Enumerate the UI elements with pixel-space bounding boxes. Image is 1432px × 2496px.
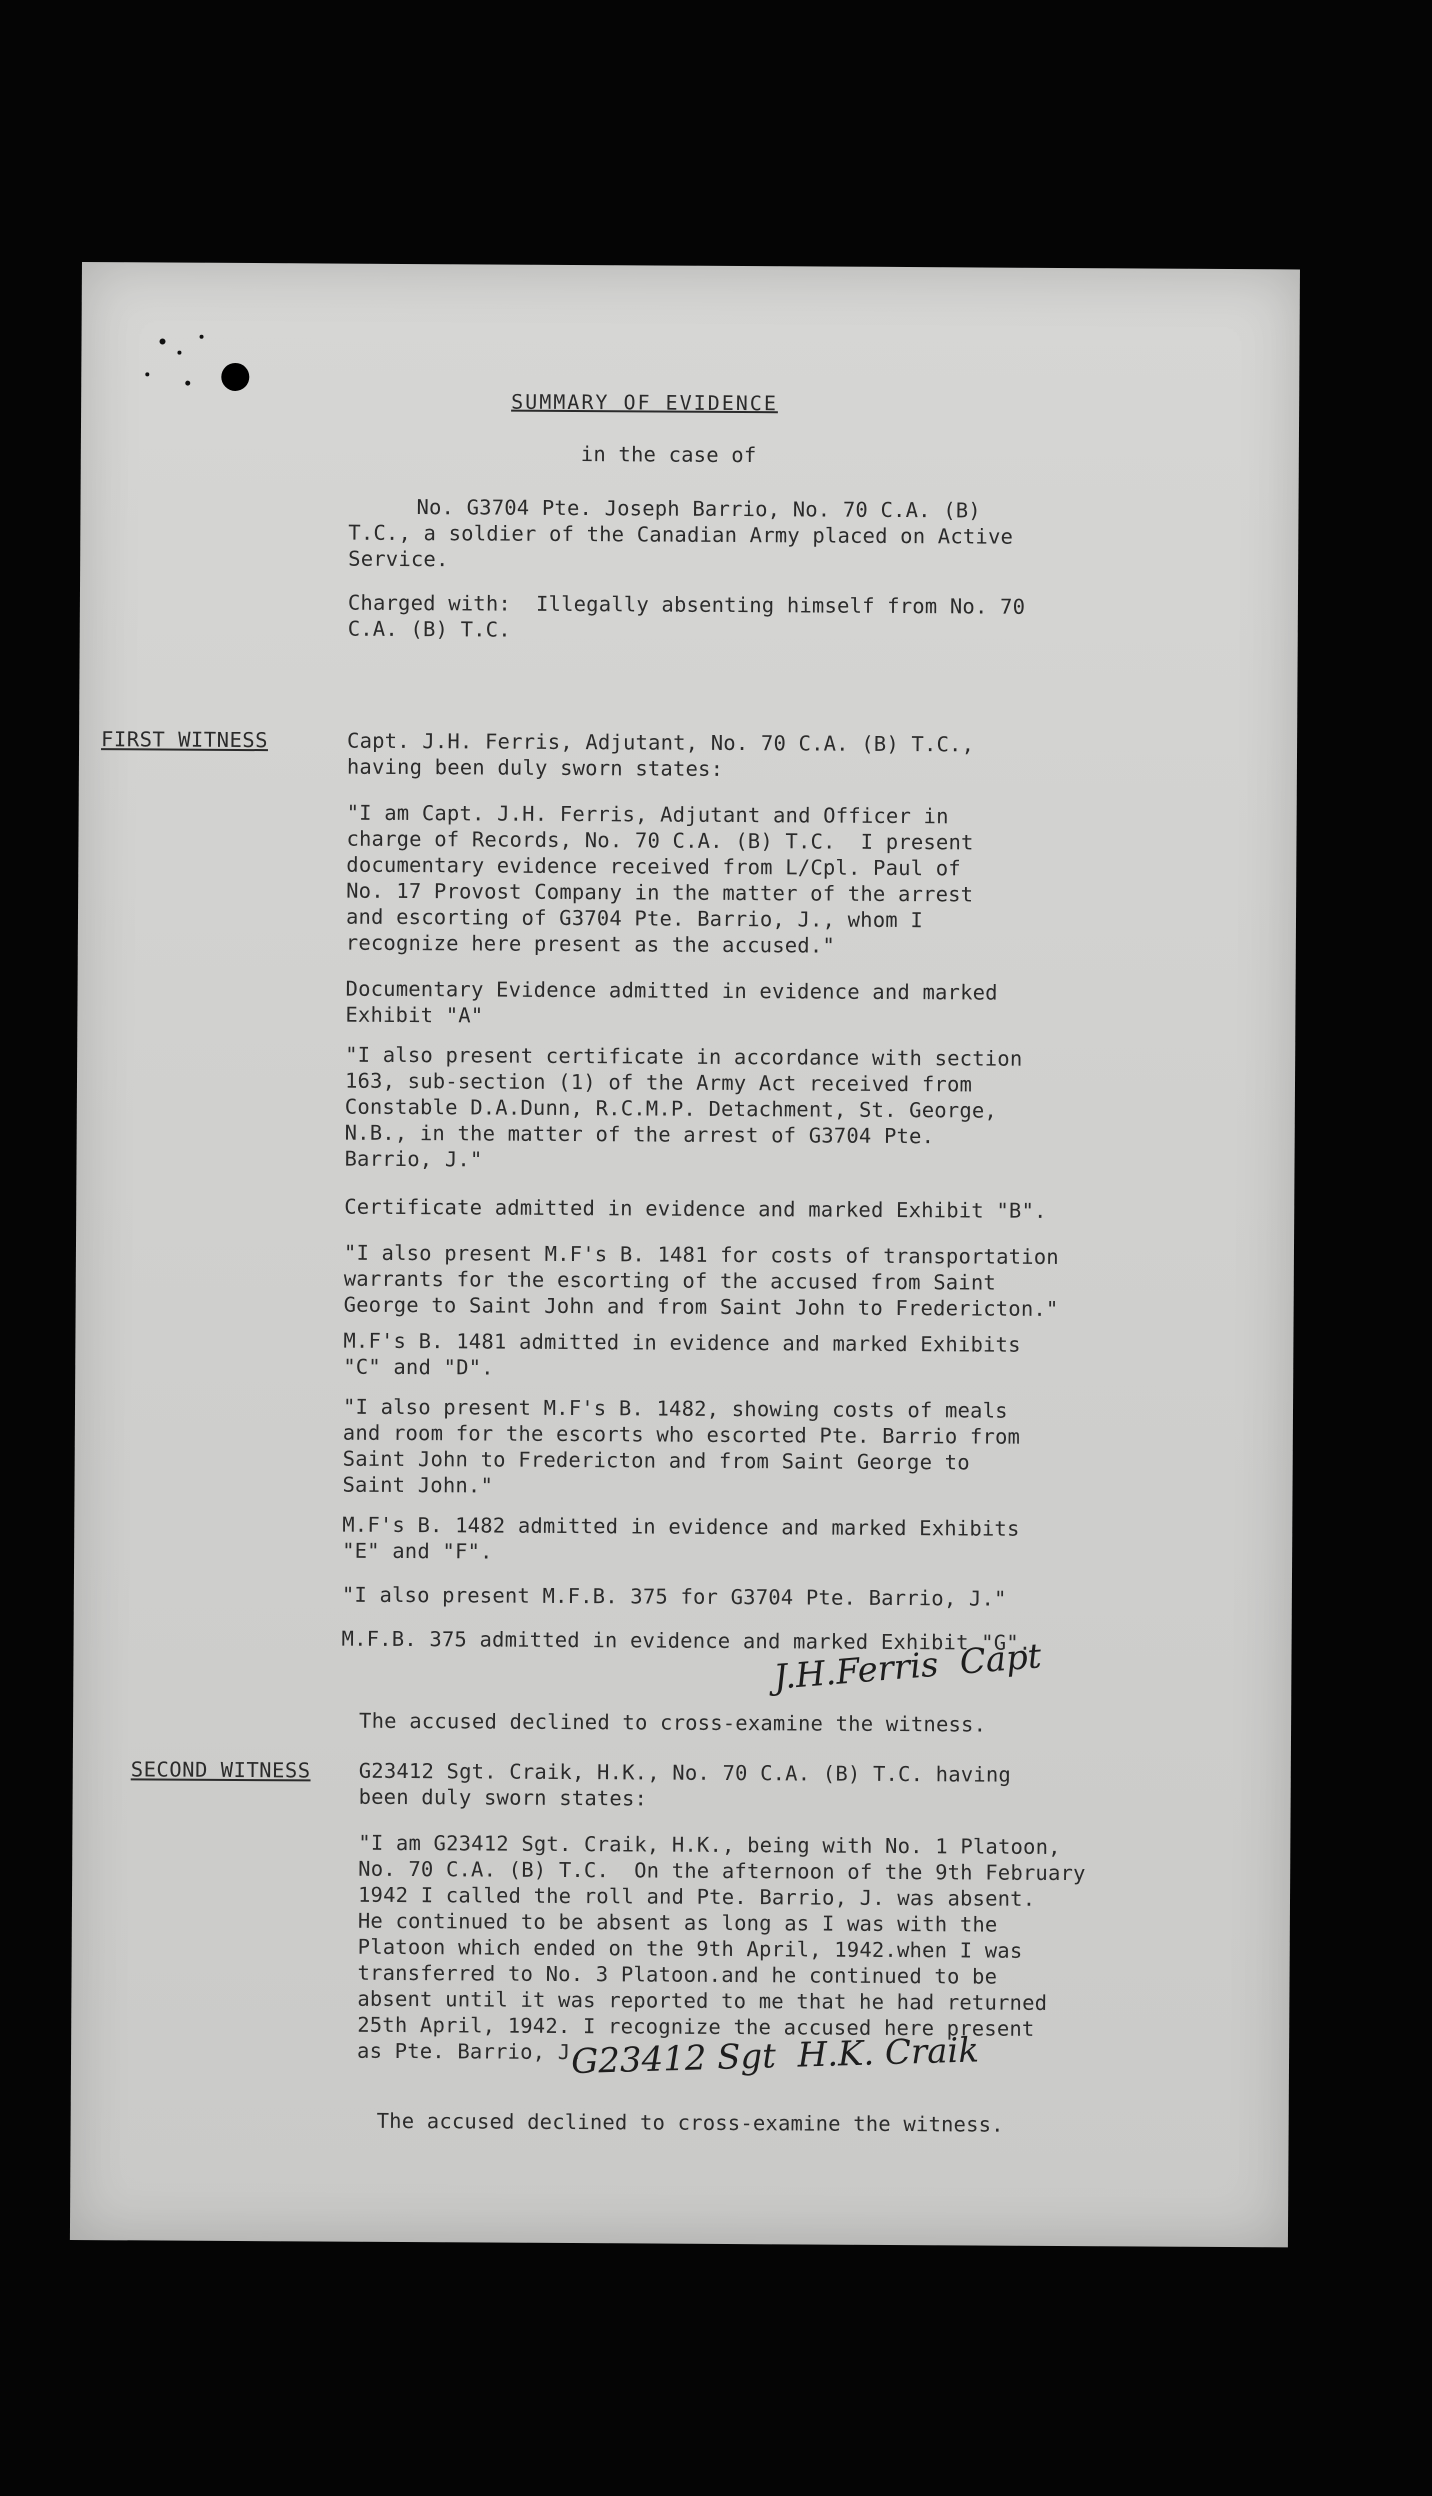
case-line: in the case of [580,442,757,468]
b1481-line-1: "I also present M.F's B. 1481 for costs of transportation [343,1240,1059,1269]
certificate-line-4: N.B., in the matter of the arrest of G3704 Pte. [344,1120,935,1149]
accused-line-3: Service. [348,546,449,572]
second-statement-line-2: No. 70 C.A. (B) T.C. On the afternoon of the 9th February [358,1856,1086,1886]
first-witness-intro-1: Capt. J.H. Ferris, Adjutant, No. 70 C.A. (B) T.C., [347,728,975,757]
exhibit-cd-line-2: "C" and "D". [343,1354,494,1380]
exhibit-b-line: Certificate admitted in evidence and marked Exhibit "B". [344,1194,1047,1223]
ink-speck [145,372,149,376]
second-witness-intro-1: G23412 Sgt. Craik, H.K., No. 70 C.A. (B) T.C. having [358,1758,1012,1787]
second-statement-line-6: transferred to No. 3 Platoon.and he continued to be [357,1960,998,1989]
charge-line-1: Charged with: Illegally absenting himself from No. 70 [347,590,1026,619]
ink-speck [177,351,181,355]
ink-speck [159,338,165,344]
first-statement-line-5: and escorting of G3704 Pte. Barrio, J., whom I [345,904,924,933]
first-cross-exam-line: The accused declined to cross-examine the witness. [359,1708,987,1737]
document-page [70,262,1300,2247]
exhibit-a-line-1: Documentary Evidence admitted in evidence and marked [345,976,998,1005]
second-cross-exam-line: The accused declined to cross-examine the witness. [376,2108,1004,2137]
second-witness-intro-2: been duly sworn states: [358,1784,648,1811]
b1482-line-1: "I also present M.F's B. 1482, showing costs of meals [342,1394,1008,1423]
first-witness-intro-2: having been duly sworn states: [346,754,724,781]
first-statement-line-6: recognize here present as the accused." [345,930,836,958]
b1481-line-2: warrants for the escorting of the accused from Saint [343,1266,997,1295]
exhibit-a-line-2: Exhibit "A" [345,1002,484,1028]
first-witness-label: FIRST WITNESS [101,727,269,753]
first-statement-line-1: "I am Capt. J.H. Ferris, Adjutant and Officer in [346,800,949,829]
b1481-line-3: George to Saint John and from Saint John to Fredericton." [343,1292,1059,1321]
mfb375-line: "I also present M.F.B. 375 for G3704 Pte. Barrio, J." [341,1582,1007,1611]
second-statement-line-5: Platoon which ended on the 9th April, 1942.when I was [357,1934,1023,1963]
second-statement-line-3: 1942 I called the roll and Pte. Barrio, J. was absent. [357,1882,1036,1911]
ferris-signature: J.H.Ferris Capt [772,1636,1043,1698]
exhibit-ef-line-1: M.F's B. 1482 admitted in evidence and marked Exhibits [342,1512,1020,1541]
second-statement-line-1: "I am G23412 Sgt. Craik, H.K., being with No. 1 Platoon, [358,1830,1061,1860]
second-statement-line-9: as Pte. Barrio, J. [357,2038,583,2065]
certificate-line-3: Constable D.A.Dunn, R.C.M.P. Detachment, St. George, [344,1094,998,1123]
b1482-line-2: and room for the escorts who escorted Pte. Barrio from [342,1420,1021,1449]
certificate-line-5: Barrio, J." [344,1146,483,1172]
document-title: SUMMARY OF EVIDENCE [511,389,779,416]
punch-hole [221,363,249,391]
second-statement-line-7: absent until it was reported to me that he had returned [357,1986,1048,2015]
b1482-line-3: Saint John to Fredericton and from Saint George to [342,1446,970,1475]
craik-signature: G23412 Sgt H.K. Craik [570,2030,980,2083]
first-statement-line-3: documentary evidence received from L/Cpl. Paul of [346,852,961,881]
b1482-line-4: Saint John." [342,1472,494,1498]
first-statement-line-2: charge of Records, No. 70 C.A. (B) T.C. I present [346,826,974,855]
accused-line-1: No. G3704 Pte. Joseph Barrio, No. 70 C.A. (B) [416,495,981,523]
second-statement-line-8: 25th April, 1942. I recognize the accused here present [357,2012,1035,2041]
second-statement-line-4: He continued to be absent as long as I was with the [357,1908,998,1937]
exhibit-cd-line-1: M.F's B. 1481 admitted in evidence and marked Exhibits [343,1328,1021,1357]
ink-speck [185,381,190,386]
ink-speck [200,335,204,339]
first-statement-line-4: No. 17 Provost Company in the matter of the arrest [346,878,974,907]
certificate-line-2: 163, sub-section (1) of the Army Act received from [344,1068,973,1097]
second-witness-label: SECOND WITNESS [130,1757,311,1783]
exhibit-ef-line-2: "E" and "F". [342,1538,493,1564]
accused-line-2: T.C., a soldier of the Canadian Army placed on Active [348,520,1014,549]
certificate-line-1: "I also present certificate in accordance with section [345,1042,1023,1071]
exhibit-g-line: M.F.B. 375 admitted in evidence and marked Exhibit "G". [341,1626,1032,1655]
charge-line-2: C.A. (B) T.C. [347,616,511,642]
